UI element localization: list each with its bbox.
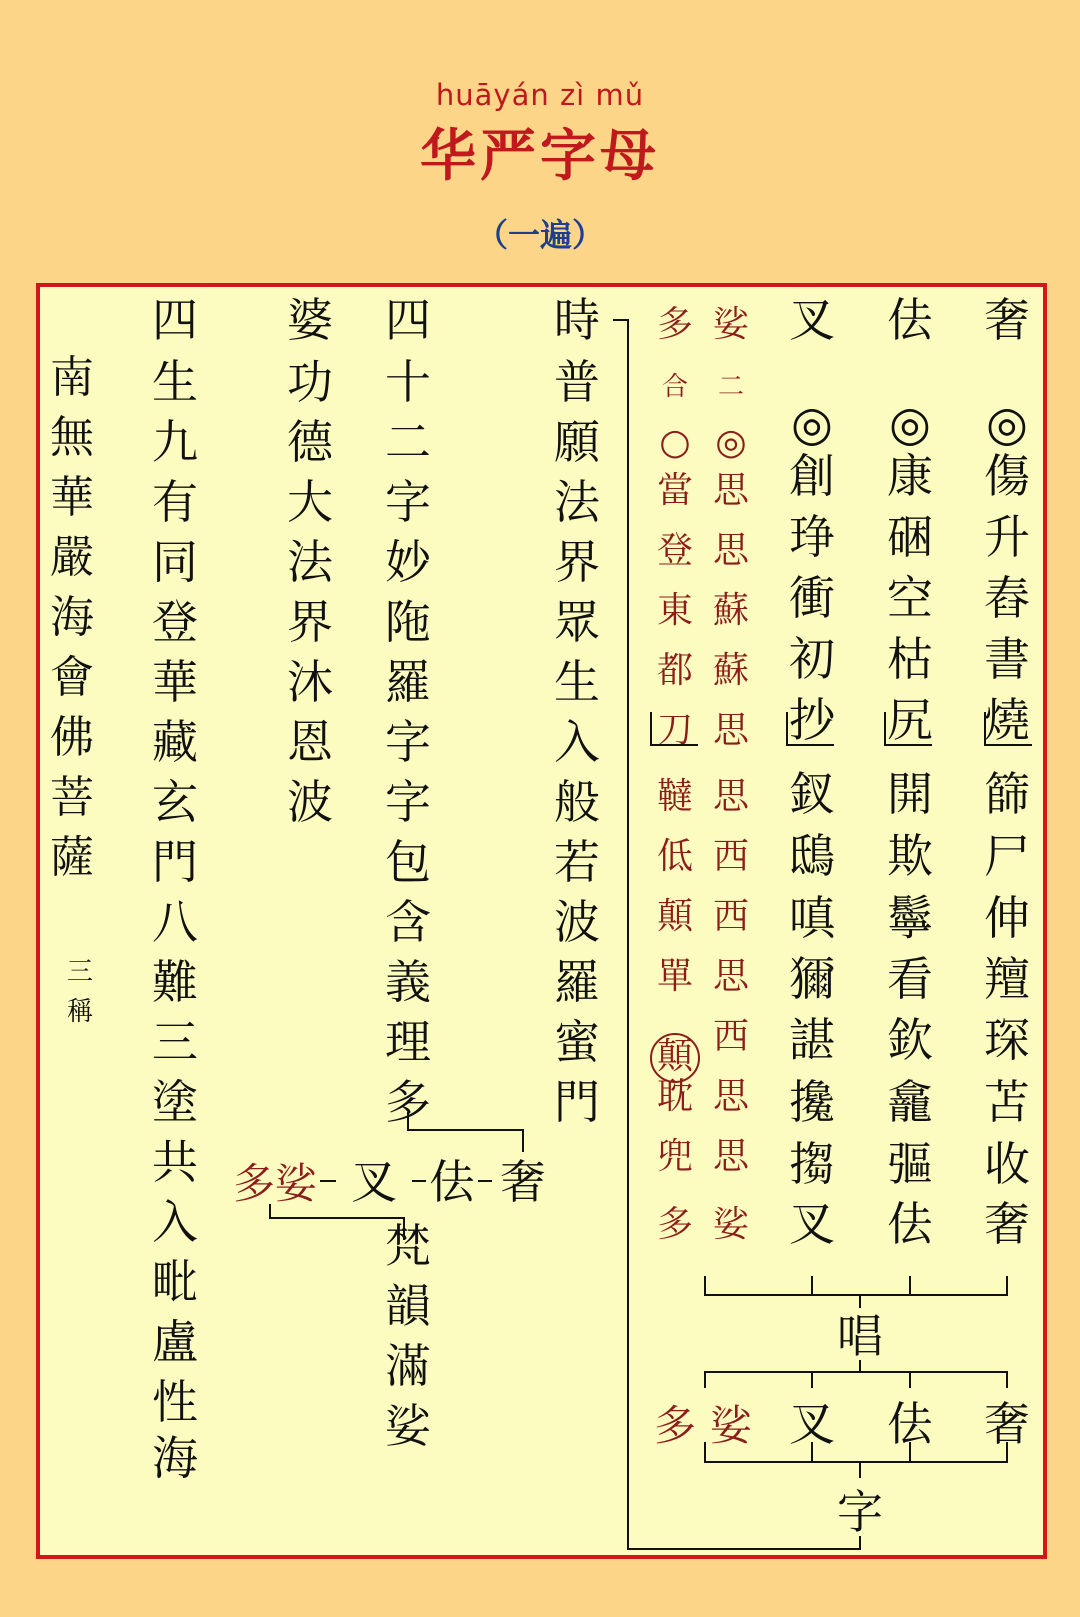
column-namo-char: 南 bbox=[50, 352, 94, 403]
column-shi-char: 願 bbox=[554, 415, 600, 469]
column-cha-char: 攙 bbox=[789, 1075, 835, 1129]
column-shi-char: 生 bbox=[554, 655, 600, 709]
column-namo-char: 菩 bbox=[50, 772, 94, 823]
column-she-char: 升 bbox=[984, 510, 1030, 564]
column-duo-char: 顛 bbox=[656, 896, 694, 937]
middle-qu: 佉 bbox=[429, 1155, 475, 1209]
column-shi-char: 蜜 bbox=[554, 1015, 600, 1069]
column-duo-char: 當 bbox=[656, 470, 694, 511]
column-duo-char: 都 bbox=[656, 650, 694, 691]
column-shi-char: 般 bbox=[554, 775, 600, 829]
column-sisheng-char: 玄 bbox=[152, 775, 198, 829]
column-qu-char: 佉 bbox=[887, 293, 933, 347]
column-sishi-char: 妙 bbox=[385, 535, 431, 589]
bottom-duo: 多 bbox=[653, 1401, 697, 1450]
column-namo-char: 無 bbox=[50, 412, 94, 463]
column-duo-char: 東 bbox=[656, 590, 694, 631]
column-sisheng-char: 海 bbox=[152, 1431, 198, 1485]
column-suo-char: 蘇 bbox=[712, 590, 750, 631]
column-qu-char: 枯 bbox=[887, 632, 933, 686]
column-suogong-char: 界 bbox=[287, 595, 333, 649]
column-duo-char: 單 bbox=[656, 956, 694, 997]
title-pinyin: huāyán zì mǔ bbox=[435, 78, 645, 112]
bottom-cha: 叉 bbox=[789, 1397, 835, 1451]
column-duo-char: 多 bbox=[656, 304, 694, 345]
vertical-columns bbox=[50, 293, 1030, 1485]
page-subtitle: （一遍） bbox=[475, 216, 604, 254]
column-she-char: 書 bbox=[984, 632, 1030, 686]
column-duo-char: 韃 bbox=[656, 776, 694, 817]
column-fanyun-char: 娑 bbox=[385, 1399, 431, 1453]
column-suo-char: 思 bbox=[712, 776, 750, 817]
column-sishi-char: 陁 bbox=[385, 595, 431, 649]
bottom-she: 奢 bbox=[984, 1397, 1030, 1451]
column-duo-char: 登 bbox=[656, 530, 694, 571]
column-namo-char: 薩 bbox=[50, 832, 94, 883]
column-suo-char: 思 bbox=[712, 470, 750, 511]
column-suogong-char: 德 bbox=[287, 415, 333, 469]
column-namo-char: 海 bbox=[50, 592, 94, 643]
column-shi-char: 普 bbox=[554, 355, 600, 409]
column-qu-char: 看 bbox=[887, 952, 933, 1006]
column-shi-char: 若 bbox=[554, 835, 600, 889]
column-sishi-char: 四 bbox=[385, 293, 431, 347]
column-suo-char: 思 bbox=[712, 710, 750, 751]
column-she-char: 收 bbox=[984, 1137, 1030, 1191]
column-duo-char: 耽 bbox=[656, 1076, 694, 1117]
column-suogong-char: 法 bbox=[287, 535, 333, 589]
column-sisheng-char: 生 bbox=[152, 355, 198, 409]
column-sisheng-char: 性 bbox=[152, 1375, 198, 1429]
column-cha-char: ◎ bbox=[791, 396, 833, 452]
column-shi-char: 界 bbox=[554, 535, 600, 589]
column-qu-char: ◎ bbox=[889, 396, 931, 452]
column-namo-char: 佛 bbox=[50, 712, 94, 763]
column-suo-char: 西 bbox=[712, 896, 750, 937]
column-qu-char: 鬡 bbox=[887, 891, 933, 945]
middle-she: 奢 bbox=[500, 1155, 546, 1209]
column-shi-char: 門 bbox=[554, 1075, 600, 1129]
column-duo-char: 合 bbox=[661, 372, 689, 402]
column-sisheng-char: 共 bbox=[152, 1135, 198, 1189]
column-suo-char: 西 bbox=[712, 836, 750, 877]
column-she-char: 篩 bbox=[984, 767, 1030, 821]
column-sishi-char: 含 bbox=[385, 895, 431, 949]
column-namo-char: 會 bbox=[50, 652, 94, 703]
column-she-char: 琛 bbox=[984, 1013, 1030, 1067]
column-shi-char: 羅 bbox=[554, 955, 600, 1009]
column-suo-char: 思 bbox=[712, 1136, 750, 1177]
column-cha-char: 衝 bbox=[789, 571, 835, 625]
column-she-char: 羶 bbox=[984, 952, 1030, 1006]
column-qu-char: 欽 bbox=[887, 1013, 933, 1067]
chang-label: 唱 bbox=[837, 1309, 883, 1363]
column-qu-char: 欺 bbox=[887, 829, 933, 883]
column-duo-char: 兜 bbox=[656, 1136, 694, 1177]
column-sisheng-char: 華 bbox=[152, 655, 198, 709]
column-suogong-char: 大 bbox=[287, 475, 333, 529]
column-suo-char: 思 bbox=[712, 1076, 750, 1117]
column-cha-char: 釵 bbox=[789, 767, 835, 821]
column-sishi-char: 多 bbox=[385, 1075, 431, 1129]
column-she-char: 苫 bbox=[984, 1075, 1030, 1129]
column-namo_note-char: 稱 bbox=[66, 997, 94, 1027]
column-cha-char: 搊 bbox=[789, 1137, 835, 1191]
zi-label: 字 bbox=[837, 1485, 883, 1539]
column-cha-char: 琤 bbox=[789, 510, 835, 564]
column-sisheng-char: 盧 bbox=[152, 1315, 198, 1369]
column-sisheng-char: 四 bbox=[152, 293, 198, 347]
column-cha-char: 初 bbox=[789, 632, 835, 686]
column-duo-char: 多 bbox=[656, 1204, 694, 1245]
column-shi-char: 眾 bbox=[554, 595, 600, 649]
column-sisheng-char: 毗 bbox=[152, 1255, 198, 1309]
column-suo-char: 娑 bbox=[712, 304, 750, 345]
column-sisheng-char: 門 bbox=[152, 835, 198, 889]
column-qu-char: 康 bbox=[887, 449, 933, 503]
column-sisheng-char: 八 bbox=[152, 895, 198, 949]
page-title: 华严字母 bbox=[420, 123, 660, 189]
column-sisheng-char: 登 bbox=[152, 595, 198, 649]
column-shi-char: 入 bbox=[554, 715, 600, 769]
column-she-char: ◎ bbox=[986, 396, 1028, 452]
column-sisheng-char: 有 bbox=[152, 475, 198, 529]
column-shi-char: 波 bbox=[554, 895, 600, 949]
column-she-char: 傷 bbox=[984, 449, 1030, 503]
column-namo-char: 華 bbox=[50, 472, 94, 523]
column-suo-char: 娑 bbox=[712, 1204, 750, 1245]
column-suogong-char: 波 bbox=[287, 775, 333, 829]
column-suogong-char: 婆 bbox=[287, 293, 333, 347]
column-suo-char: 思 bbox=[712, 956, 750, 997]
column-sisheng-char: 同 bbox=[152, 535, 198, 589]
column-duo-char: ○ bbox=[659, 422, 691, 463]
column-cha-char: 諶 bbox=[789, 1013, 835, 1067]
column-she-char: 舂 bbox=[984, 571, 1030, 625]
column-suogong-char: 恩 bbox=[287, 715, 333, 769]
column-sishi-char: 字 bbox=[385, 775, 431, 829]
column-cha-char: 鴟 bbox=[789, 829, 835, 883]
middle-cha: 叉 bbox=[351, 1155, 397, 1209]
column-shi-char: 時 bbox=[554, 293, 600, 347]
column-shi-char: 法 bbox=[554, 475, 600, 529]
column-sishi-char: 二 bbox=[385, 415, 431, 469]
column-namo-char: 嚴 bbox=[50, 532, 94, 583]
column-sishi-char: 字 bbox=[385, 475, 431, 529]
column-cha-char: 創 bbox=[789, 449, 835, 503]
bottom-suo: 娑 bbox=[709, 1401, 753, 1450]
column-qu-char: 佉 bbox=[887, 1197, 933, 1251]
column-sishi-char: 理 bbox=[385, 1015, 431, 1069]
column-suogong-char: 功 bbox=[287, 355, 333, 409]
column-suogong-char: 沐 bbox=[287, 655, 333, 709]
column-suo-char: 蘇 bbox=[712, 650, 750, 691]
column-sisheng-char: 九 bbox=[152, 415, 198, 469]
column-she-char: 燒 bbox=[984, 693, 1030, 747]
column-qu-char: 開 bbox=[887, 767, 933, 821]
column-qu-char: 尻 bbox=[887, 693, 933, 747]
column-cha-char: 抄 bbox=[789, 693, 835, 747]
column-sisheng-char: 塗 bbox=[152, 1075, 198, 1129]
column-duo-char: 低 bbox=[656, 836, 694, 877]
column-sisheng-char: 入 bbox=[152, 1195, 198, 1249]
column-sishi-char: 十 bbox=[385, 355, 431, 409]
column-she-char: 尸 bbox=[984, 829, 1030, 883]
column-fanyun-char: 滿 bbox=[385, 1339, 431, 1393]
column-qu-char: 龕 bbox=[887, 1075, 933, 1129]
middle-duo-suo: 多娑 bbox=[232, 1159, 318, 1208]
column-cha-char: 獮 bbox=[789, 952, 835, 1006]
column-she-char: 伸 bbox=[984, 891, 1030, 945]
column-suo-char: 思 bbox=[712, 530, 750, 571]
column-sishi-char: 字 bbox=[385, 715, 431, 769]
column-sisheng-char: 三 bbox=[152, 1015, 198, 1069]
column-she-char: 奢 bbox=[984, 293, 1030, 347]
column-sisheng-char: 難 bbox=[152, 955, 198, 1009]
column-fanyun-char: 梵 bbox=[385, 1219, 431, 1273]
column-sishi-char: 羅 bbox=[385, 655, 431, 709]
column-cha-char: 叉 bbox=[789, 293, 835, 347]
column-sishi-char: 包 bbox=[385, 835, 431, 889]
column-sishi-char: 義 bbox=[385, 955, 431, 1009]
column-suo-char: 二 bbox=[717, 372, 745, 402]
column-duo-char: 刀 bbox=[656, 710, 694, 751]
column-namo_note-char: 三 bbox=[66, 957, 94, 987]
bottom-qu: 佉 bbox=[887, 1397, 933, 1451]
column-cha-char: 叉 bbox=[789, 1197, 835, 1251]
column-qu-char: 空 bbox=[887, 571, 933, 625]
column-cha-char: 嗔 bbox=[789, 891, 835, 945]
column-suo-char: 西 bbox=[712, 1016, 750, 1057]
column-qu-char: 硱 bbox=[887, 510, 933, 564]
column-she-char: 奢 bbox=[984, 1197, 1030, 1251]
column-qu-char: 彄 bbox=[887, 1137, 933, 1191]
column-sisheng-char: 藏 bbox=[152, 715, 198, 769]
column-duo-char: 顛 bbox=[656, 1036, 694, 1077]
column-fanyun-char: 韻 bbox=[385, 1279, 431, 1333]
column-suo-char: ◎ bbox=[715, 422, 747, 463]
